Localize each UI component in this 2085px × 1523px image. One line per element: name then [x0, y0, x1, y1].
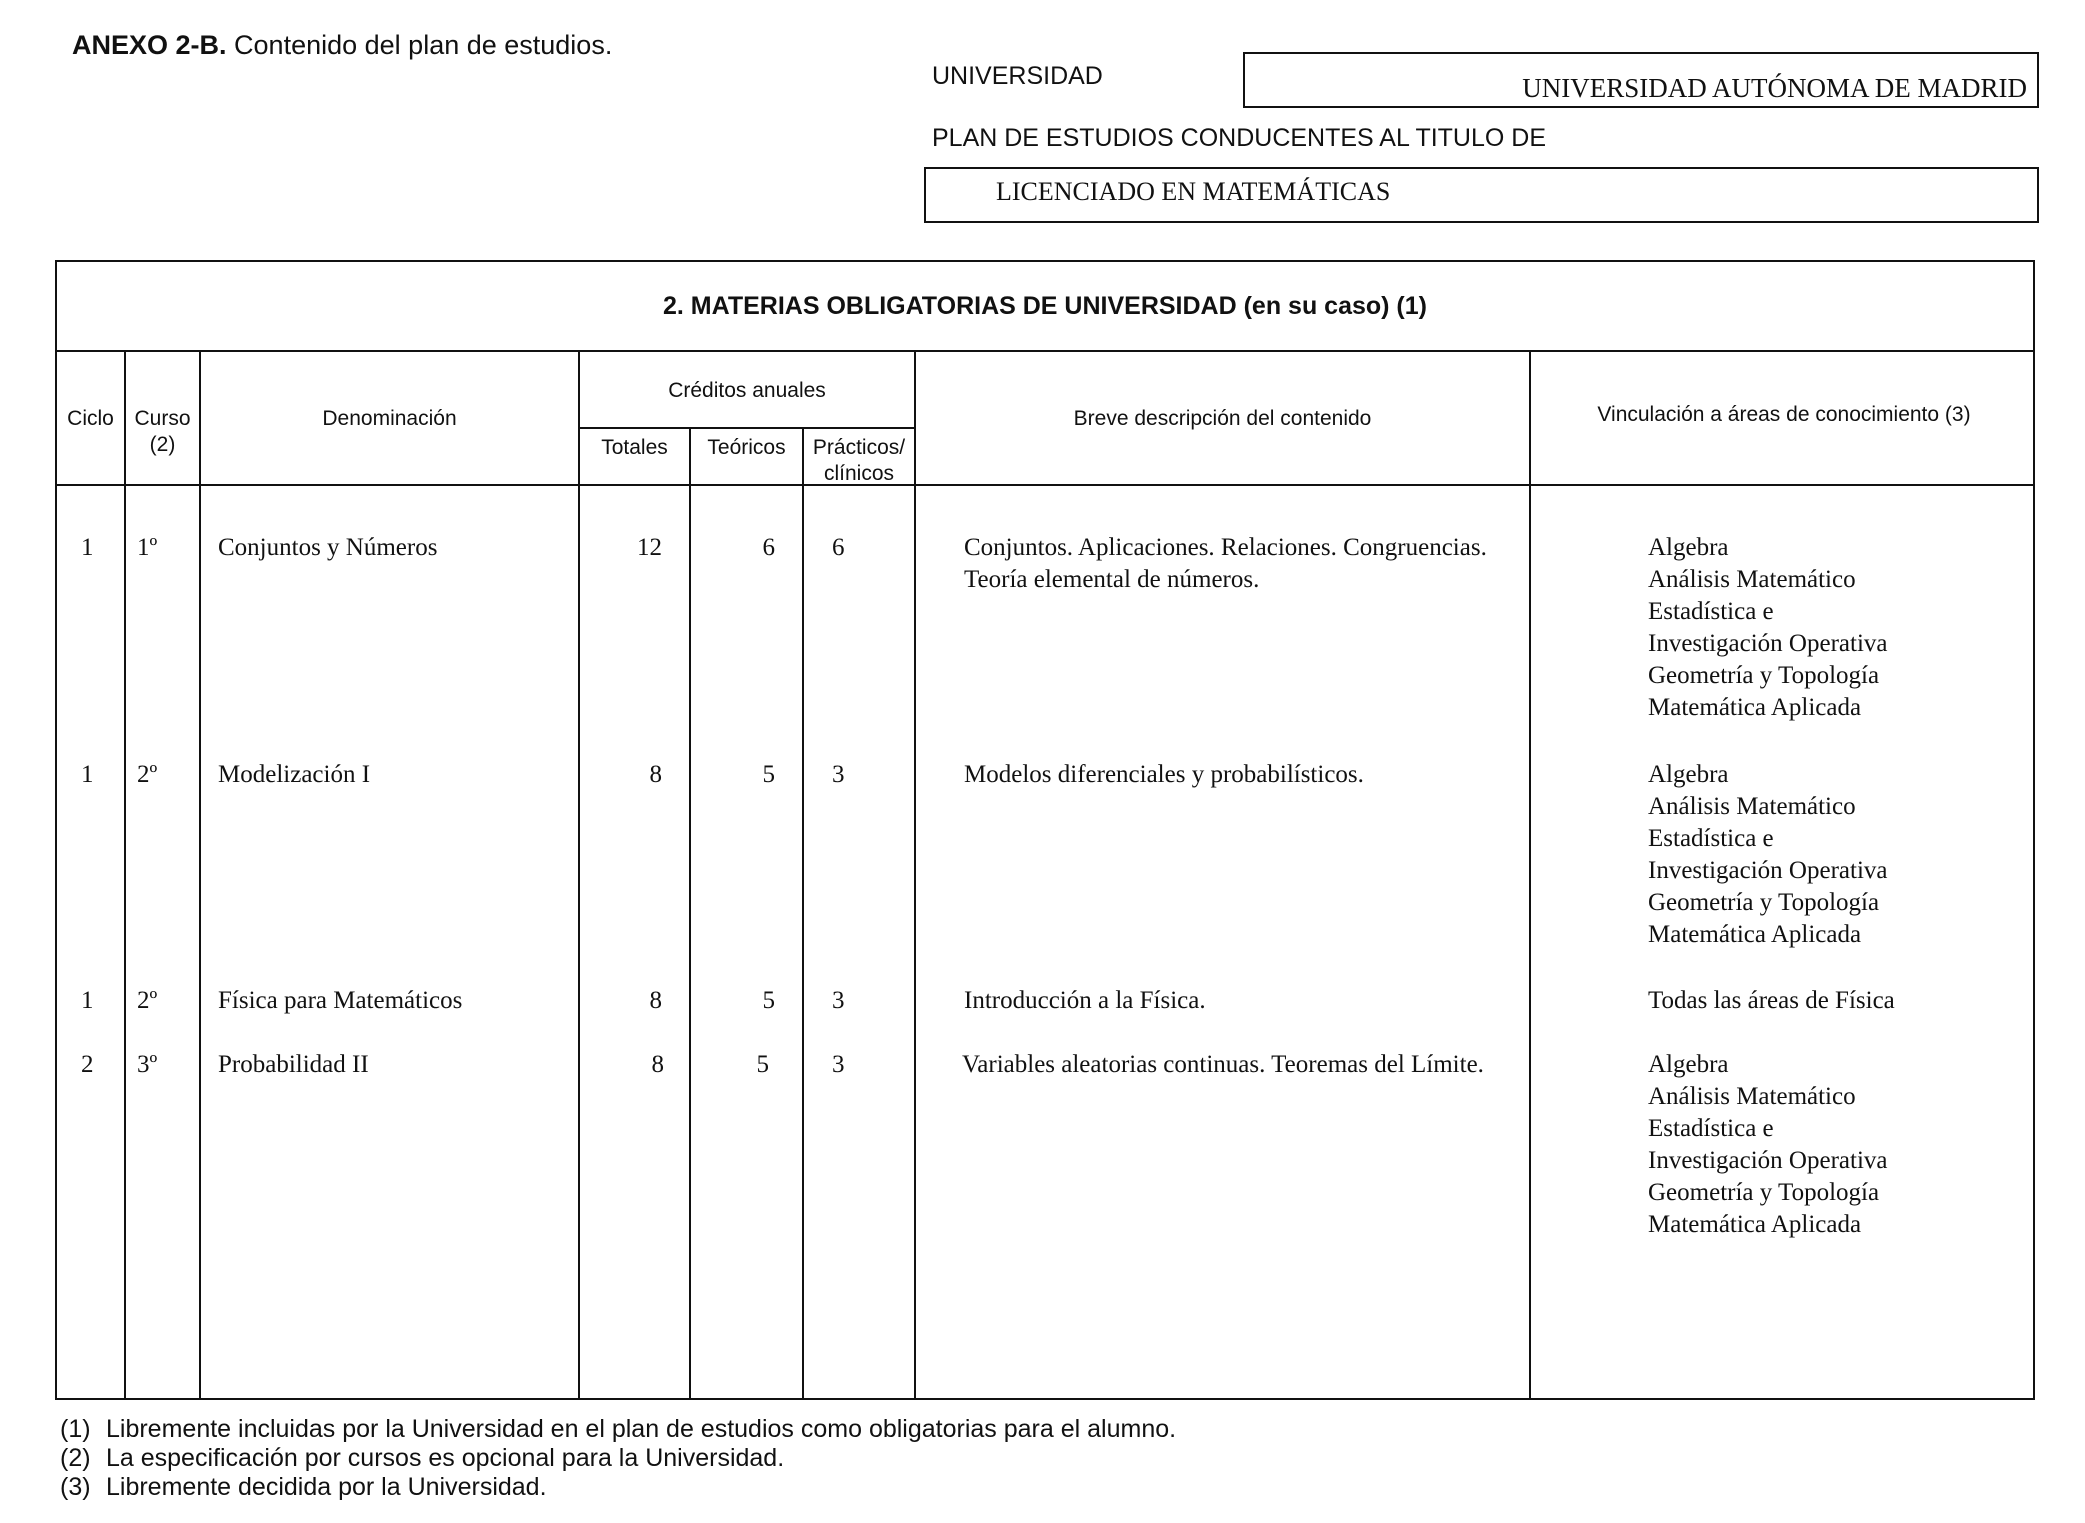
area-item: Matemática Aplicada	[1648, 694, 1862, 721]
rule-header-bottom	[57, 484, 2033, 486]
annex-text: Contenido del plan de estudios.	[234, 30, 613, 60]
annex-title	[72, 30, 612, 61]
rule-credits-split	[578, 427, 914, 429]
cell-totales: 12	[637, 534, 662, 561]
footnote-number: (3)	[60, 1473, 91, 1501]
cell-practicos: 3	[832, 1051, 845, 1078]
cell-areas	[1648, 985, 1895, 1017]
cell-practicos: 6	[832, 534, 845, 561]
cell-teoricos: 5	[756, 1051, 769, 1078]
cell-teoricos: 5	[762, 987, 775, 1014]
area-item: Matemática Aplicada	[1648, 921, 1862, 948]
cell-areas	[1648, 532, 1888, 724]
header-descripcion: Breve descripción del contenido	[1073, 407, 1372, 430]
cell-ciclo: 1	[81, 761, 94, 788]
cell-ciclo: 2	[81, 1051, 94, 1078]
cell-teoricos: 6	[762, 534, 775, 561]
cell-curso: 3º	[137, 1051, 158, 1078]
area-item: Todas las áreas de Física	[1648, 987, 1895, 1014]
annex-label: ANEXO 2-B.	[72, 30, 227, 60]
area-item: Algebra	[1648, 534, 1729, 561]
cell-denominacion: Conjuntos y Números	[218, 534, 438, 561]
area-item: Investigación Operativa	[1648, 630, 1888, 657]
degree-value: LICENCIADO EN MATEMÁTICAS	[996, 177, 1391, 206]
cell-practicos: 3	[832, 987, 845, 1014]
header-totales: Totales	[601, 436, 668, 459]
area-item: Matemática Aplicada	[1648, 1211, 1862, 1238]
footnote	[60, 1444, 1176, 1473]
subjects-table	[55, 260, 2035, 1400]
header-denominacion: Denominación	[322, 407, 457, 430]
area-item: Estadística e	[1648, 825, 1774, 852]
cell-curso: 2º	[137, 761, 158, 788]
footnote-text: Libremente incluidas por la Universidad en el plan de estudios como obligatorias para el alumno.	[106, 1415, 1177, 1443]
cell-totales: 8	[649, 987, 662, 1014]
col-rule-5	[802, 427, 804, 1400]
header-practicos	[804, 435, 914, 487]
area-item: Análisis Matemático	[1648, 1083, 1856, 1110]
area-item: Investigación Operativa	[1648, 1147, 1888, 1174]
col-rule-7	[1529, 350, 1531, 1400]
header-curso-note: (2)	[149, 433, 176, 456]
cell-totales: 8	[651, 1051, 664, 1078]
cell-totales: 8	[649, 761, 662, 788]
cell-areas	[1648, 759, 1888, 951]
col-rule-3	[578, 350, 580, 1400]
cell-practicos: 3	[832, 761, 845, 788]
cell-ciclo: 1	[81, 987, 94, 1014]
university-value: UNIVERSIDAD AUTÓNOMA DE MADRID	[1522, 73, 2027, 103]
cell-curso: 2º	[137, 987, 158, 1014]
university-label: UNIVERSIDAD	[932, 62, 1103, 90]
cell-teoricos: 5	[762, 761, 775, 788]
footnote-text: Libremente decidida por la Universidad.	[106, 1473, 547, 1501]
university-field	[1243, 52, 2039, 108]
area-item: Algebra	[1648, 761, 1729, 788]
footnote-number: (1)	[60, 1415, 91, 1443]
header-practicos-line1: Prácticos/	[812, 436, 906, 459]
cell-denominacion: Física para Matemáticos	[218, 987, 463, 1014]
cell-denominacion: Probabilidad II	[218, 1051, 369, 1078]
area-item: Geometría y Topología	[1648, 1179, 1880, 1206]
area-item: Estadística e	[1648, 1115, 1774, 1142]
section-title: 2. MATERIAS OBLIGATORIAS DE UNIVERSIDAD (en su caso) (1)	[663, 291, 1427, 320]
col-rule-4	[689, 427, 691, 1400]
area-item: Análisis Matemático	[1648, 793, 1856, 820]
cell-denominacion: Modelización I	[218, 761, 371, 788]
col-rule-1	[124, 350, 126, 1400]
area-item: Análisis Matemático	[1648, 566, 1856, 593]
cell-descripcion: Conjuntos. Aplicaciones. Relaciones. Congruencias. Teoría elemental de números.	[964, 534, 1487, 593]
header-curso	[126, 406, 199, 458]
col-rule-6	[914, 350, 916, 1400]
cell-descripcion: Variables aleatorias continuas. Teoremas del Límite.	[962, 1051, 1484, 1078]
area-item: Estadística e	[1648, 598, 1774, 625]
footnote	[60, 1415, 1176, 1444]
footnotes	[60, 1415, 1176, 1502]
cell-descripcion: Modelos diferenciales y probabilísticos.	[964, 761, 1364, 788]
degree-field	[924, 167, 2039, 223]
header-teoricos: Teóricos	[707, 436, 786, 459]
cell-curso: 1º	[137, 534, 158, 561]
area-item: Algebra	[1648, 1051, 1729, 1078]
area-item: Investigación Operativa	[1648, 857, 1888, 884]
footnote-text: La especificación por cursos es opcional para la Universidad.	[106, 1444, 785, 1472]
header-curso-label: Curso	[134, 407, 191, 430]
header-creditos: Créditos anuales	[668, 379, 826, 402]
rule-title-bottom	[57, 350, 2033, 352]
cell-areas	[1648, 1049, 1888, 1241]
col-rule-2	[199, 350, 201, 1400]
plan-label: PLAN DE ESTUDIOS CONDUCENTES AL TITULO DE	[932, 124, 1547, 152]
cell-ciclo: 1	[81, 534, 94, 561]
footnote-number: (2)	[60, 1444, 91, 1472]
area-item: Geometría y Topología	[1648, 889, 1880, 916]
footnote	[60, 1473, 1176, 1502]
header-vinculacion: Vinculación a áreas de conocimiento (3)	[1597, 403, 1971, 426]
cell-descripcion: Introducción a la Física.	[964, 987, 1206, 1014]
header-practicos-line2: clínicos	[823, 462, 895, 485]
header-ciclo: Ciclo	[67, 407, 114, 430]
area-item: Geometría y Topología	[1648, 662, 1880, 689]
